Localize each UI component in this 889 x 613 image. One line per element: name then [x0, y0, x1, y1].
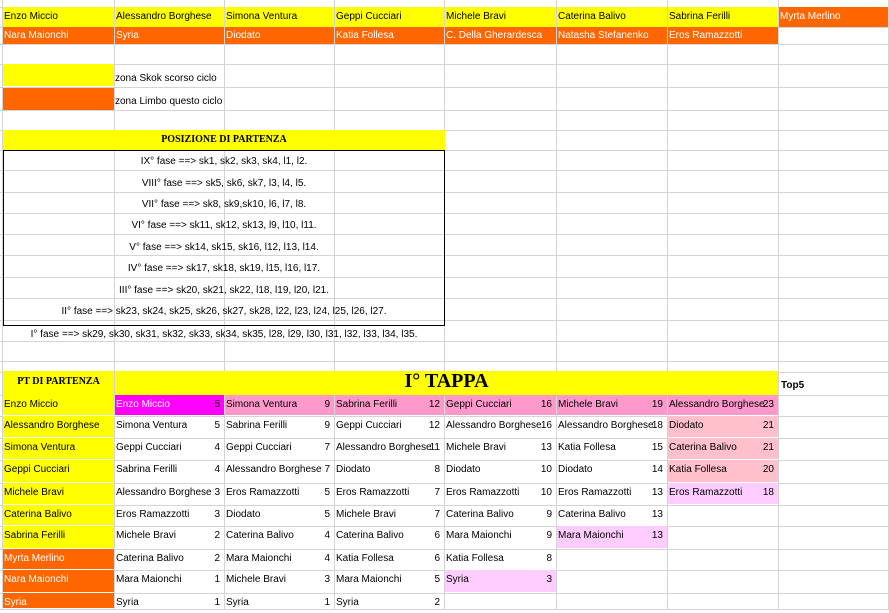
- tappa-score-cell[interactable]: 18: [651, 420, 663, 431]
- tappa-name-cell[interactable]: Simona Ventura: [226, 399, 298, 410]
- tappa-score-cell[interactable]: 4: [324, 530, 330, 541]
- tappa-score-cell[interactable]: 7: [434, 509, 440, 520]
- tappa-name-cell[interactable]: Syria: [446, 574, 469, 585]
- tappa-name-cell[interactable]: Diodato: [226, 509, 261, 520]
- tappa-score-cell[interactable]: 19: [651, 399, 663, 410]
- tappa-score-cell[interactable]: 4: [324, 553, 330, 564]
- tappa-name-cell[interactable]: Sabrina Ferilli: [226, 420, 288, 431]
- tappa-score-cell[interactable]: 13: [651, 509, 663, 520]
- tappa-name-cell[interactable]: Caterina Balivo: [558, 509, 626, 520]
- tappa-score-cell[interactable]: 7: [324, 442, 330, 453]
- tappa-score-cell[interactable]: 15: [651, 442, 663, 453]
- pt-name-cell[interactable]: Enzo Miccio: [4, 399, 58, 410]
- tappa-name-cell[interactable]: Alessandro Borghese: [669, 399, 765, 410]
- tappa-name-cell[interactable]: Katia Follesa: [336, 553, 394, 564]
- grid-hline: [0, 361, 889, 362]
- tappa-score-cell[interactable]: 12: [428, 399, 440, 410]
- tappa-name-cell[interactable]: Mara Maionchi: [446, 530, 512, 541]
- grid-vline: [667, 0, 668, 609]
- tappa-score-cell[interactable]: 23: [762, 399, 774, 410]
- posizione-title: POSIZIONE DI PARTENZA: [161, 134, 287, 145]
- pt-name-cell[interactable]: Caterina Balivo: [4, 509, 72, 520]
- header-name-cell[interactable]: Geppi Cucciari: [336, 11, 402, 22]
- tappa-name-cell[interactable]: Geppi Cucciari: [446, 399, 512, 410]
- tappa-name-cell[interactable]: Alessandro Borghese: [446, 420, 542, 431]
- tappa-name-cell[interactable]: Caterina Balivo: [226, 530, 294, 541]
- header-name-cell[interactable]: Caterina Balivo: [558, 11, 626, 22]
- tappa-name-cell[interactable]: Syria: [336, 597, 359, 608]
- tappa-name-cell[interactable]: Eros Ramazzotti: [669, 487, 743, 498]
- posizione-line: IX° fase ==> sk1, sk2, sk3, sk4, l1, l2.: [140, 156, 308, 167]
- posizione-line: I° fase ==> sk29, sk30, sk31, sk32, sk33, sk34, sk35, l28, l29, l30, l31, l32, l33, l34, l35.: [30, 329, 418, 340]
- tappa-score-cell[interactable]: 3: [214, 509, 220, 520]
- header-name-cell[interactable]: Nara Maionchi: [4, 30, 69, 41]
- tappa-score-cell[interactable]: 5: [434, 574, 440, 585]
- tappa-name-cell[interactable]: Simona Ventura: [116, 420, 188, 431]
- header-name-cell[interactable]: Enzo Miccio: [4, 11, 58, 22]
- tappa-score-cell[interactable]: 9: [546, 509, 552, 520]
- header-name-cell[interactable]: Michele Bravi: [446, 11, 507, 22]
- tappa-name-cell[interactable]: Caterina Balivo: [116, 553, 184, 564]
- tappa-name-cell[interactable]: Caterina Balivo: [336, 530, 404, 541]
- tappa-name-cell[interactable]: Syria: [116, 597, 139, 608]
- header-name-cell[interactable]: Syria: [116, 30, 139, 41]
- posizione-line: V° fase ==> sk14, sk15, sk16, l12, l13, l14.: [129, 242, 319, 253]
- tappa-score-cell[interactable]: 16: [540, 399, 552, 410]
- tappa-score-cell[interactable]: 11: [429, 442, 440, 453]
- tappa-name-cell[interactable]: Enzo Miccio: [116, 399, 170, 410]
- posizione-line: IV° fase ==> sk17, sk18, sk19, l15, l16, l17.: [127, 263, 321, 274]
- tappa-name-cell[interactable]: Diodato: [446, 464, 481, 475]
- tappa-name-cell[interactable]: Michele Bravi: [558, 399, 619, 410]
- tappa-name-cell[interactable]: Diodato: [669, 420, 704, 431]
- pt-name-cell[interactable]: Sabrina Ferilli: [4, 530, 66, 541]
- tappa-name-cell[interactable]: Sabrina Ferilli: [116, 464, 178, 475]
- tappa-name-cell[interactable]: Mara Maionchi: [558, 530, 624, 541]
- header-name-cell[interactable]: Eros Ramazzotti: [669, 30, 743, 41]
- tappa-score-cell[interactable]: 7: [434, 487, 440, 498]
- tappa-name-cell[interactable]: Eros Ramazzotti: [226, 487, 300, 498]
- legend-skok-label: zona Skok scorso ciclo: [115, 73, 217, 84]
- tappa-score-cell[interactable]: 13: [540, 442, 552, 453]
- tappa-score-cell[interactable]: 7: [324, 464, 330, 475]
- tappa-name-cell[interactable]: Michele Bravi: [116, 530, 177, 541]
- tappa-name-cell[interactable]: Michele Bravi: [336, 509, 397, 520]
- tappa-name-cell[interactable]: Caterina Balivo: [669, 442, 737, 453]
- tappa-name-cell[interactable]: Mara Maionchi: [116, 574, 182, 585]
- grid-hline: [0, 64, 889, 65]
- tappa-score-cell[interactable]: 10: [540, 464, 552, 475]
- tappa-score-cell[interactable]: 21: [762, 442, 774, 453]
- legend-swatch-orange: [3, 88, 114, 110]
- tappa-score-cell[interactable]: 3: [214, 487, 220, 498]
- tappa-score-cell[interactable]: 5: [214, 399, 220, 410]
- header-name-cell[interactable]: Natasha Stefanenko: [558, 30, 649, 41]
- pt-name-cell[interactable]: Simona Ventura: [4, 442, 76, 453]
- tappa-score-cell[interactable]: 3: [324, 574, 330, 585]
- top5-label: Top5: [781, 380, 805, 391]
- pt-name-cell[interactable]: Alessandro Borghese: [4, 420, 100, 431]
- tappa-score-cell[interactable]: 5: [214, 420, 220, 431]
- posizione-line: VIII° fase ==> sk5, sk6, sk7, l3, l4, l5.: [141, 178, 307, 189]
- header-name-cell[interactable]: Diodato: [226, 30, 261, 41]
- header-name-cell[interactable]: Katia Follesa: [336, 30, 394, 41]
- pt-name-cell[interactable]: Geppi Cucciari: [4, 464, 70, 475]
- tappa-name-cell[interactable]: Alessandro Borghese: [558, 420, 654, 431]
- tappa-name-cell[interactable]: Diodato: [336, 464, 371, 475]
- tappa-name-cell[interactable]: Alessandro Borghese: [116, 487, 212, 498]
- tappa-name-cell[interactable]: Geppi Cucciari: [116, 442, 182, 453]
- tappa-score-cell[interactable]: 14: [651, 464, 663, 475]
- tappa-name-cell[interactable]: Geppi Cucciari: [226, 442, 292, 453]
- tappa-name-cell[interactable]: Michele Bravi: [446, 442, 507, 453]
- posizione-line: III° fase ==> sk20, sk21, sk22, l18, l19, l20, l21.: [119, 285, 329, 296]
- tappa-name-cell[interactable]: Caterina Balivo: [446, 509, 514, 520]
- legend-swatch-yellow: [3, 64, 114, 86]
- pt-name-cell[interactable]: Myrta Merlino: [4, 553, 65, 564]
- tappa-name-cell[interactable]: Katia Follesa: [669, 464, 727, 475]
- posizione-box: [3, 150, 445, 326]
- tappa-score-cell[interactable]: 9: [324, 399, 330, 410]
- tappa-name-cell[interactable]: Eros Ramazzotti: [336, 487, 410, 498]
- posizione-line: VI° fase ==> sk11, sk12, sk13, l9, l10, l11.: [131, 220, 317, 231]
- tappa-score-cell[interactable]: 10: [540, 487, 552, 498]
- tappa-score-cell[interactable]: 2: [214, 530, 220, 541]
- tappa-score-cell[interactable]: 6: [434, 553, 440, 564]
- tappa-name-cell[interactable]: Katia Follesa: [446, 553, 504, 564]
- tappa-score-cell[interactable]: 1: [214, 574, 220, 585]
- tappa-score-cell[interactable]: 5: [324, 509, 330, 520]
- pt-name-cell[interactable]: Syria: [4, 597, 27, 608]
- tappa-name-cell[interactable]: Geppi Cucciari: [336, 420, 402, 431]
- grid-hline: [0, 341, 889, 342]
- pt-name-cell[interactable]: Nara Maionchi: [4, 574, 69, 585]
- tappa-name-cell[interactable]: Alessandro Borghese: [226, 464, 322, 475]
- tappa-name-cell[interactable]: Michele Bravi: [226, 574, 287, 585]
- tappa-name-cell[interactable]: Syria: [226, 597, 249, 608]
- header-name-cell[interactable]: Simona Ventura: [226, 11, 298, 22]
- tappa-score-cell[interactable]: 3: [546, 574, 552, 585]
- posizione-line: VII° fase ==> sk8, sk9,sk10, l6, l7, l8.: [141, 199, 307, 210]
- tappa-score-cell[interactable]: 4: [214, 464, 220, 475]
- tappa-score-cell[interactable]: 16: [540, 420, 552, 431]
- tappa-score-cell[interactable]: 12: [428, 420, 440, 431]
- header-name-cell[interactable]: Alessandro Borghese: [116, 11, 212, 22]
- tappa-name-cell[interactable]: Eros Ramazzotti: [446, 487, 520, 498]
- tappa-name-cell[interactable]: Alessandro Borghese: [336, 442, 432, 453]
- header-name-cell[interactable]: Sabrina Ferilli: [669, 11, 731, 22]
- tappa-score-cell[interactable]: 4: [214, 442, 220, 453]
- posizione-line: II° fase ==> sk23, sk24, sk25, sk26, sk27, sk28, l22, l23, l24, l25, l26, l27.: [61, 306, 387, 317]
- tappa-score-cell[interactable]: 1: [324, 597, 330, 608]
- tappa-score-cell[interactable]: 6: [434, 530, 440, 541]
- tappa-score-cell[interactable]: 1: [214, 597, 220, 608]
- tappa-score-cell[interactable]: 2: [434, 597, 440, 608]
- tappa-score-cell[interactable]: 20: [762, 464, 774, 475]
- tappa-score-cell[interactable]: 9: [324, 420, 330, 431]
- pt-name-cell[interactable]: Michele Bravi: [4, 487, 65, 498]
- tappa-score-cell[interactable]: 8: [546, 553, 552, 564]
- tappa-score-cell[interactable]: 21: [762, 420, 774, 431]
- tappa-name-cell[interactable]: Diodato: [558, 464, 593, 475]
- header-name-cell[interactable]: Myrta Merlino: [780, 11, 841, 22]
- tappa-name-cell[interactable]: Eros Ramazzotti: [116, 509, 190, 520]
- grid-vline: [778, 0, 779, 609]
- tappa-score-cell[interactable]: 2: [214, 553, 220, 564]
- tappa-score-cell[interactable]: 5: [324, 487, 330, 498]
- tappa-score-cell[interactable]: 13: [651, 487, 663, 498]
- pt-header: PT DI PARTENZA: [17, 376, 100, 387]
- tappa-title: I° TAPPA: [404, 370, 489, 392]
- tappa-name-cell[interactable]: Mara Maionchi: [336, 574, 402, 585]
- tappa-score-cell[interactable]: 9: [546, 530, 552, 541]
- tappa-name-cell[interactable]: Mara Maionchi: [226, 553, 292, 564]
- header-name-cell[interactable]: C. Della Gherardesca: [446, 30, 543, 41]
- tappa-score-cell[interactable]: 13: [651, 530, 663, 541]
- tappa-name-cell[interactable]: Eros Ramazzotti: [558, 487, 632, 498]
- tappa-name-cell[interactable]: Katia Follesa: [558, 442, 616, 453]
- tappa-name-cell[interactable]: Sabrina Ferilli: [336, 399, 398, 410]
- legend-limbo-label: zona Limbo questo ciclo: [115, 96, 223, 107]
- tappa-score-cell[interactable]: 8: [434, 464, 440, 475]
- tappa-score-cell[interactable]: 18: [762, 487, 774, 498]
